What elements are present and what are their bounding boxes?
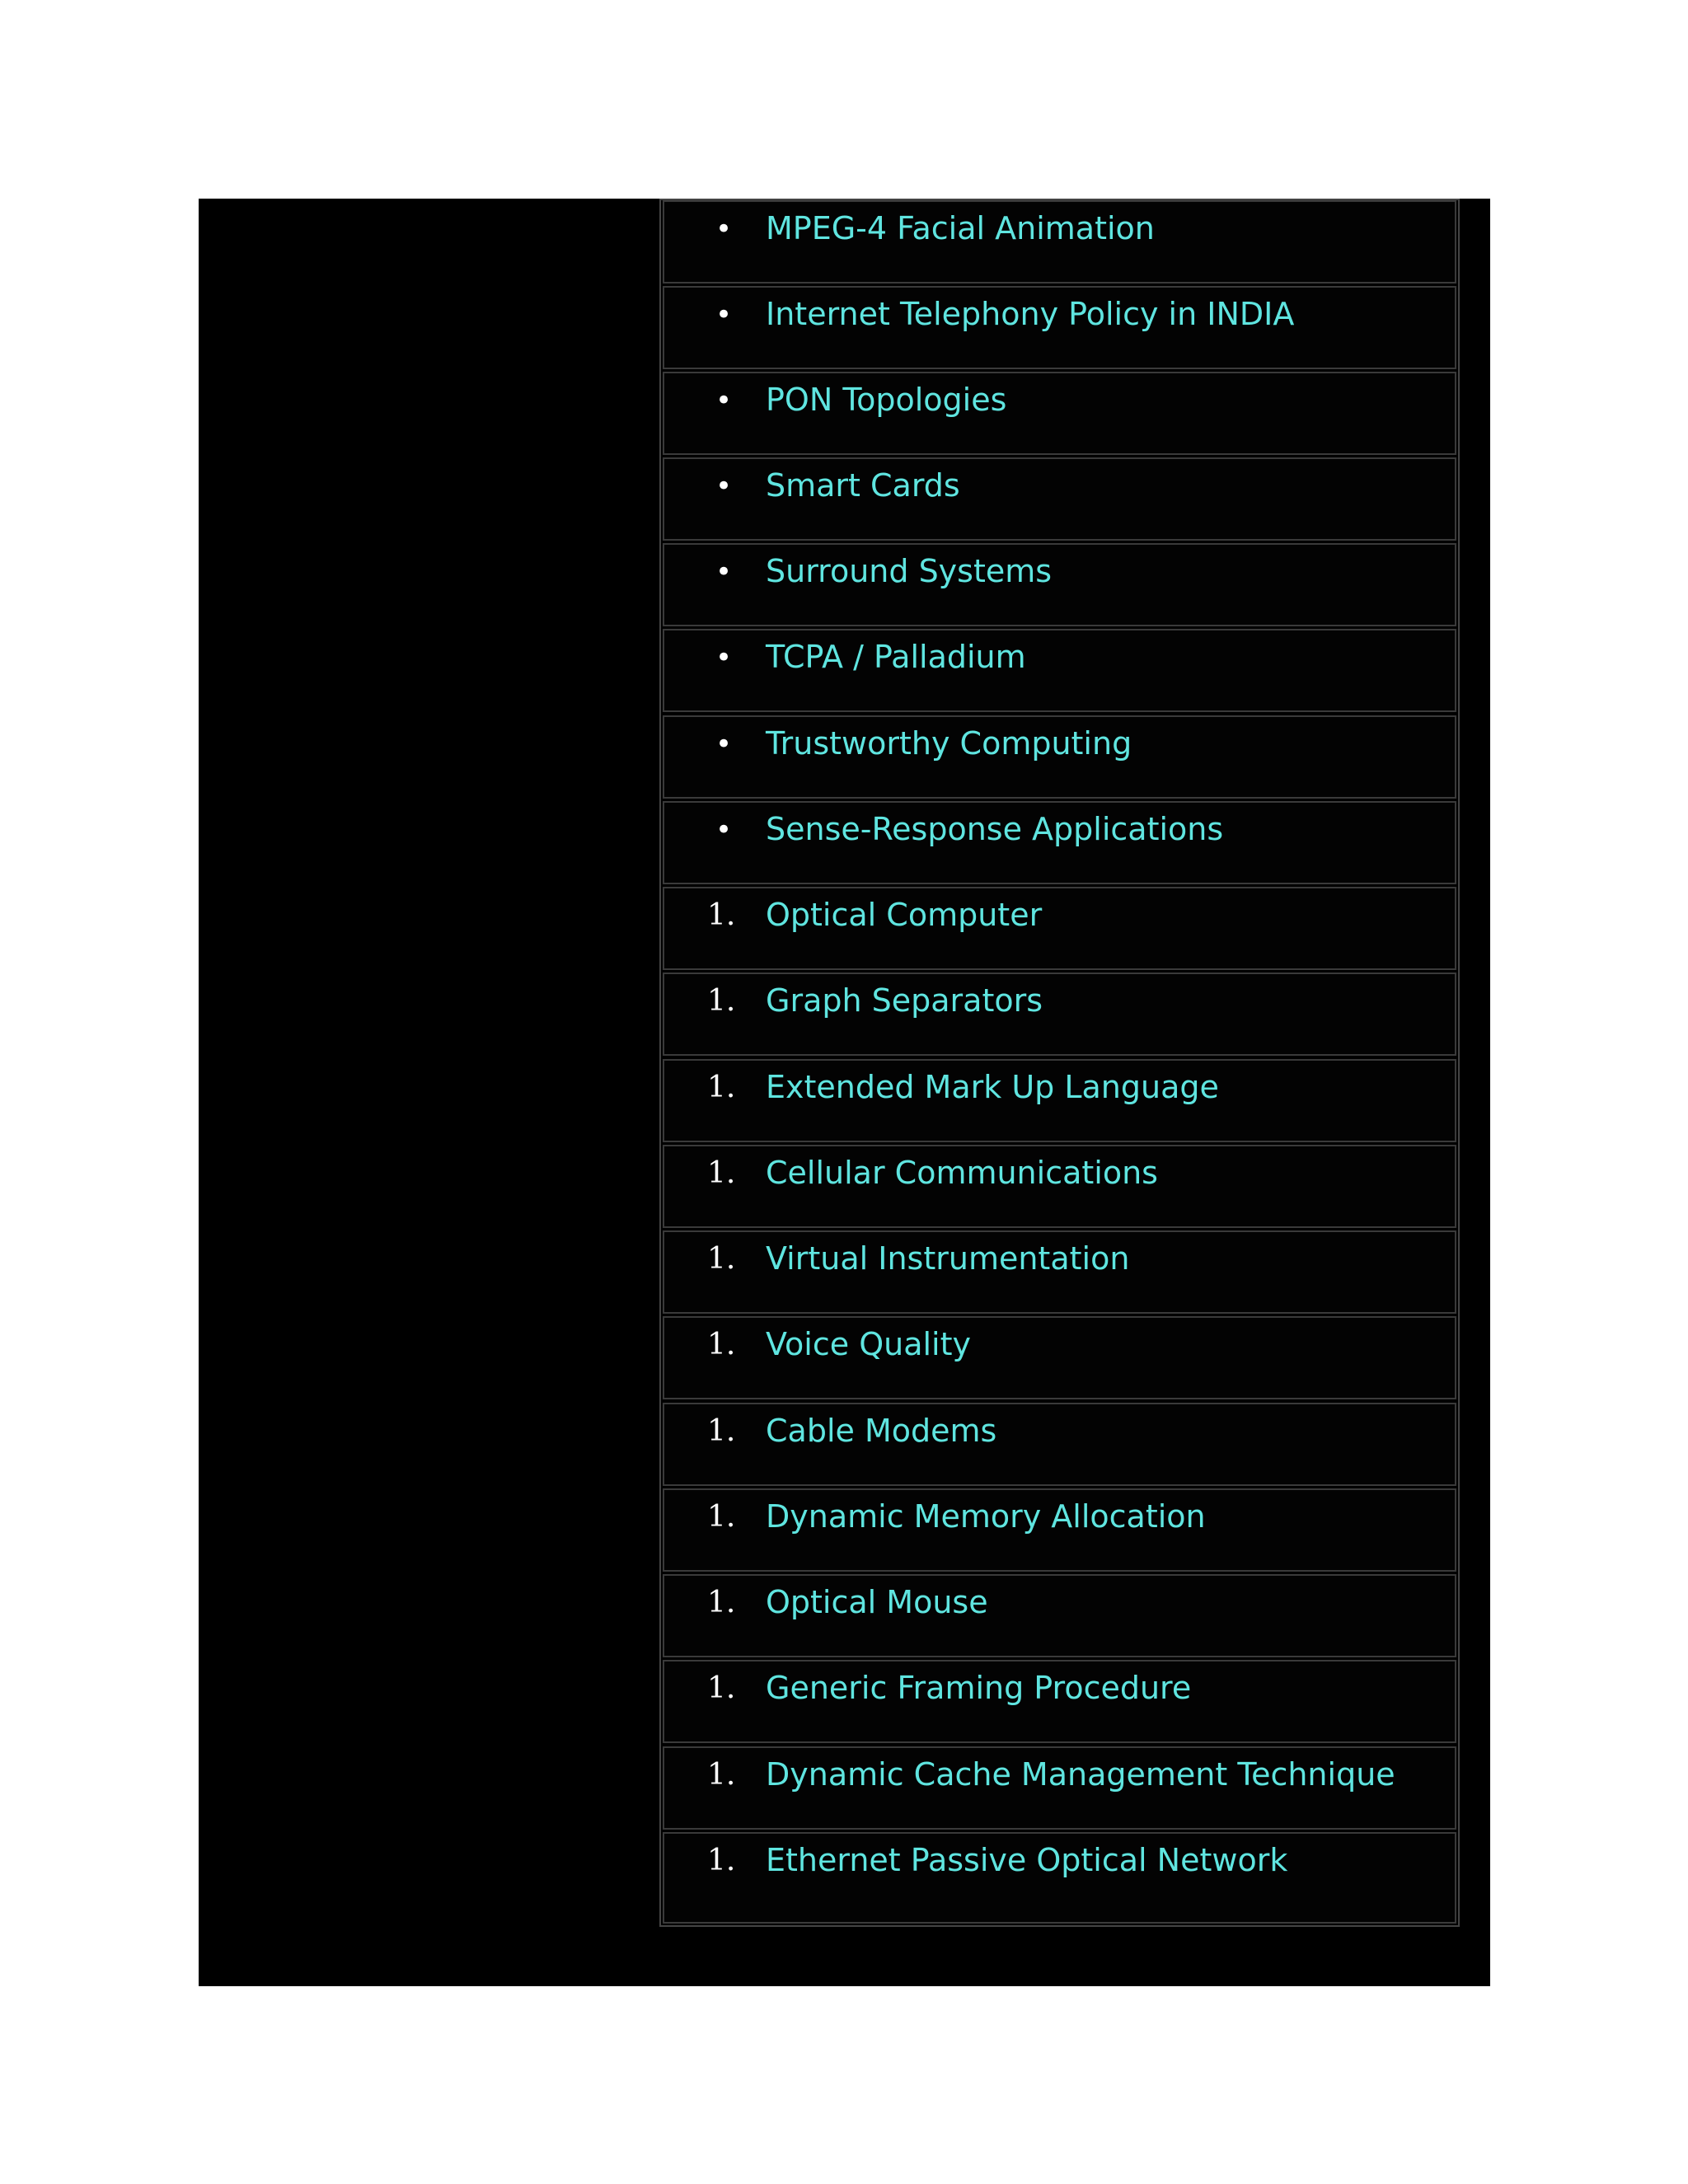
topic-link[interactable]: Voice Quality [766,1326,971,1362]
bullet-marker: • [715,213,733,246]
list-item [663,1059,1456,1142]
topic-link[interactable]: PON Topologies [766,382,1007,418]
bullet-marker: • [715,813,733,846]
bullet-marker: • [715,555,733,588]
list-item [663,1746,1456,1830]
bullet-marker: • [715,298,733,331]
list-item [663,543,1456,626]
topic-link[interactable]: Smart Cards [766,467,960,504]
number-marker: 1. [707,1156,736,1190]
topic-link[interactable]: MPEG-4 Facial Animation [766,210,1155,246]
list-item [663,1488,1456,1572]
bullet-marker: • [715,641,733,674]
topic-link[interactable]: Surround Systems [766,553,1053,589]
topic-link[interactable]: Generic Framing Procedure [766,1670,1192,1706]
topic-link[interactable]: Internet Telephony Policy in INDIA [766,296,1295,332]
topic-link[interactable]: Optical Computer [766,897,1043,933]
number-marker: 1. [707,1071,736,1104]
topic-link[interactable]: Virtual Instrumentation [766,1240,1130,1277]
list-item [663,1145,1456,1228]
bullet-marker: • [715,470,733,503]
number-marker: 1. [707,1586,736,1619]
list-item [663,1403,1456,1486]
topic-link[interactable]: Sense-Response Applications [766,811,1224,847]
list-item [663,1832,1456,1924]
number-marker: 1. [707,1328,736,1361]
list-item [663,200,1456,284]
topic-link[interactable]: Dynamic Memory Allocation [766,1498,1206,1535]
list-item [663,286,1456,369]
number-marker: 1. [707,1242,736,1276]
number-marker: 1. [707,1844,736,1877]
number-marker: 1. [707,1671,736,1705]
bullet-marker: • [715,728,733,761]
topic-link[interactable]: Extended Mark Up Language [766,1069,1219,1105]
topic-link[interactable]: Optical Mouse [766,1584,988,1620]
number-marker: 1. [707,1414,736,1448]
list-item [663,801,1456,884]
topic-link[interactable]: Cable Modems [766,1413,997,1449]
list-item [663,629,1456,712]
list-item [663,457,1456,541]
bullet-marker: • [715,384,733,417]
topic-link[interactable]: Graph Separators [766,982,1043,1019]
list-item [663,1230,1456,1314]
list-item [663,1660,1456,1743]
topic-link[interactable]: Trustworthy Computing [766,725,1132,762]
list-item [663,372,1456,455]
number-marker: 1. [707,898,736,932]
number-marker: 1. [707,1500,736,1534]
topic-link[interactable]: Cellular Communications [766,1155,1158,1191]
topic-link[interactable]: Dynamic Cache Management Technique [766,1756,1395,1793]
list-item [663,1574,1456,1657]
topic-link[interactable]: Ethernet Passive Optical Network [766,1842,1288,1878]
topic-link[interactable]: TCPA / Palladium [766,639,1026,675]
number-marker: 1. [707,984,736,1018]
list-item [663,1316,1456,1399]
list-item [663,972,1456,1056]
list-item [663,715,1456,799]
number-marker: 1. [707,1758,736,1792]
list-item [663,887,1456,970]
